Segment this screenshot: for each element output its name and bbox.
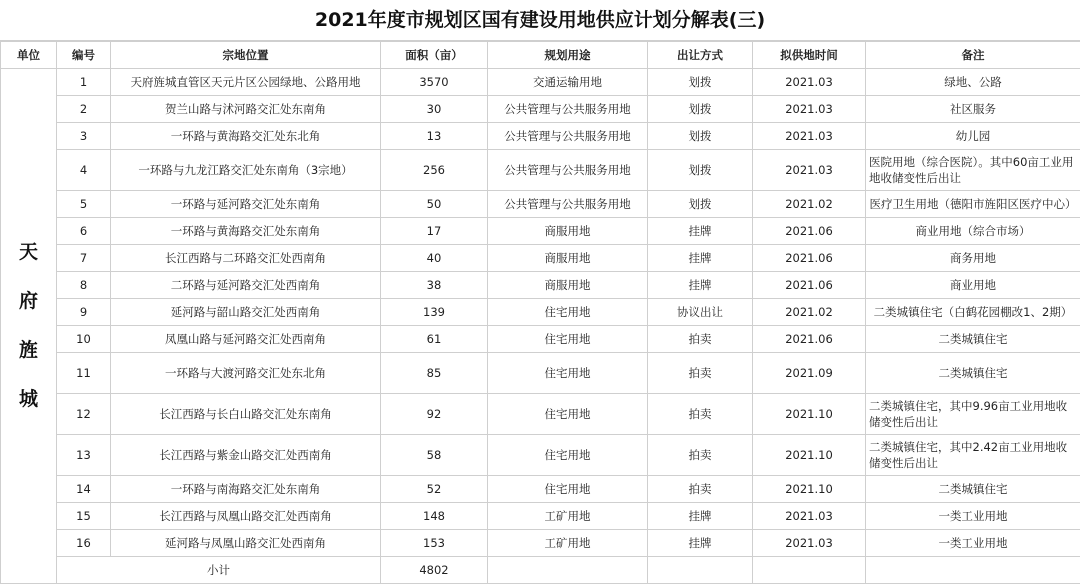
subtotal-row: [1, 557, 1080, 584]
cell-number: 5: [57, 191, 111, 218]
cell-use: 住宅用地: [488, 299, 648, 326]
cell-area: 52: [381, 476, 488, 503]
table-row: [1, 123, 1080, 150]
cell-time: 2021.06: [753, 218, 866, 245]
cell-area: 58: [381, 435, 488, 476]
cell-number: 15: [57, 503, 111, 530]
cell-note: 社区服务: [866, 96, 1080, 123]
cell-number: 4: [57, 150, 111, 191]
table-row: [1, 476, 1080, 503]
cell-method: 拍卖: [648, 476, 753, 503]
subtotal-area: 4802: [381, 557, 488, 584]
cell-number: 10: [57, 326, 111, 353]
table-row: [1, 530, 1080, 557]
table-row: [1, 96, 1080, 123]
cell-number: 14: [57, 476, 111, 503]
table-row: [1, 218, 1080, 245]
cell-area: 50: [381, 191, 488, 218]
cell-location: 一环路与九龙江路交汇处东南角（3宗地）: [111, 150, 381, 191]
cell-note: 绿地、公路: [866, 69, 1080, 96]
cell-number: 1: [57, 69, 111, 96]
cell-note: 二类城镇住宅，其中9.96亩工业用地收储变性后出让: [866, 394, 1080, 435]
unit-char: 天: [1, 228, 56, 277]
cell-number: 3: [57, 123, 111, 150]
cell-method: 挂牌: [648, 503, 753, 530]
cell-time: 2021.09: [753, 353, 866, 394]
cell-use: 住宅用地: [488, 394, 648, 435]
cell-area: 3570: [381, 69, 488, 96]
unit-char: 府: [1, 277, 56, 326]
cell-area: 61: [381, 326, 488, 353]
cell-method: 挂牌: [648, 218, 753, 245]
cell-note: 医院用地（综合医院）。其中60亩工业用地收储变性后出让: [866, 150, 1080, 191]
cell-location: 长江西路与紫金山路交汇处西南角: [111, 435, 381, 476]
cell-area: 85: [381, 353, 488, 394]
cell-area: 139: [381, 299, 488, 326]
cell-location: 延河路与韶山路交汇处西南角: [111, 299, 381, 326]
cell-method: 协议出让: [648, 299, 753, 326]
cell-number: 7: [57, 245, 111, 272]
header-method: 出让方式: [648, 42, 753, 69]
cell-use: 工矿用地: [488, 503, 648, 530]
cell-area: 148: [381, 503, 488, 530]
cell-method: 划拨: [648, 123, 753, 150]
cell-note: 一类工业用地: [866, 503, 1080, 530]
subtotal-empty: [648, 557, 753, 584]
cell-method: 拍卖: [648, 394, 753, 435]
cell-use: 公共管理与公共服务用地: [488, 123, 648, 150]
cell-time: 2021.06: [753, 245, 866, 272]
cell-method: 划拨: [648, 69, 753, 96]
cell-number: 2: [57, 96, 111, 123]
cell-note: 二类城镇住宅: [866, 476, 1080, 503]
cell-number: 16: [57, 530, 111, 557]
cell-location: 天府旌城直管区天元片区公园绿地、公路用地: [111, 69, 381, 96]
cell-area: 30: [381, 96, 488, 123]
unit-cell: [1, 69, 57, 584]
cell-method: 挂牌: [648, 272, 753, 299]
cell-note: 幼儿园: [866, 123, 1080, 150]
cell-location: 贺兰山路与沭河路交汇处东南角: [111, 96, 381, 123]
cell-time: 2021.06: [753, 272, 866, 299]
header-unit: 单位: [1, 42, 57, 69]
cell-use: 工矿用地: [488, 530, 648, 557]
cell-use: 商服用地: [488, 218, 648, 245]
unit-char: 旌: [1, 326, 56, 375]
cell-area: 92: [381, 394, 488, 435]
cell-location: 长江西路与凤凰山路交汇处西南角: [111, 503, 381, 530]
header-time: 拟供地时间: [753, 42, 866, 69]
cell-time: 2021.10: [753, 394, 866, 435]
cell-method: 拍卖: [648, 353, 753, 394]
cell-number: 6: [57, 218, 111, 245]
cell-time: 2021.10: [753, 476, 866, 503]
subtotal-empty: [753, 557, 866, 584]
table-row: [1, 191, 1080, 218]
cell-method: 挂牌: [648, 530, 753, 557]
table-row: [1, 272, 1080, 299]
table-row: [1, 245, 1080, 272]
cell-method: 划拨: [648, 150, 753, 191]
cell-location: 一环路与南海路交汇处东南角: [111, 476, 381, 503]
cell-time: 2021.03: [753, 123, 866, 150]
cell-use: 住宅用地: [488, 435, 648, 476]
cell-location: 延河路与凤凰山路交汇处西南角: [111, 530, 381, 557]
cell-time: 2021.02: [753, 191, 866, 218]
table-row: [1, 394, 1080, 435]
table-title: 2021年度市规划区国有建设用地供应计划分解表(三): [0, 0, 1080, 41]
cell-use: 商服用地: [488, 245, 648, 272]
cell-area: 153: [381, 530, 488, 557]
cell-location: 凤凰山路与延河路交汇处西南角: [111, 326, 381, 353]
cell-method: 拍卖: [648, 435, 753, 476]
cell-location: 二环路与延河路交汇处西南角: [111, 272, 381, 299]
cell-note: 医疗卫生用地（德阳市旌阳区医疗中心）: [866, 191, 1080, 218]
header-use: 规划用途: [488, 42, 648, 69]
cell-location: 一环路与黄海路交汇处东南角: [111, 218, 381, 245]
cell-note: 商务用地: [866, 245, 1080, 272]
table-row: [1, 150, 1080, 191]
cell-number: 13: [57, 435, 111, 476]
land-supply-table: [0, 41, 1080, 584]
subtotal-empty: [866, 557, 1080, 584]
cell-time: 2021.03: [753, 150, 866, 191]
cell-number: 11: [57, 353, 111, 394]
cell-use: 商服用地: [488, 272, 648, 299]
subtotal-empty: [488, 557, 648, 584]
cell-location: 长江西路与长白山路交汇处东南角: [111, 394, 381, 435]
cell-time: 2021.02: [753, 299, 866, 326]
cell-method: 拍卖: [648, 326, 753, 353]
cell-use: 住宅用地: [488, 326, 648, 353]
table-row: [1, 69, 1080, 96]
table-row: [1, 435, 1080, 476]
cell-use: 公共管理与公共服务用地: [488, 191, 648, 218]
cell-number: 12: [57, 394, 111, 435]
table-row: [1, 353, 1080, 394]
header-number: 编号: [57, 42, 111, 69]
cell-method: 划拨: [648, 191, 753, 218]
cell-area: 40: [381, 245, 488, 272]
cell-location: 长江西路与二环路交汇处西南角: [111, 245, 381, 272]
cell-location: 一环路与黄海路交汇处东北角: [111, 123, 381, 150]
cell-method: 划拨: [648, 96, 753, 123]
cell-note: 一类工业用地: [866, 530, 1080, 557]
cell-time: 2021.03: [753, 503, 866, 530]
cell-note: 商业用地（综合市场）: [866, 218, 1080, 245]
cell-note: 二类城镇住宅，其中2.42亩工业用地收储变性后出让: [866, 435, 1080, 476]
header-note: 备注: [866, 42, 1080, 69]
cell-use: 住宅用地: [488, 353, 648, 394]
cell-number: 9: [57, 299, 111, 326]
cell-note: 二类城镇住宅: [866, 326, 1080, 353]
table-row: [1, 299, 1080, 326]
cell-use: 住宅用地: [488, 476, 648, 503]
unit-char: 城: [1, 375, 56, 424]
cell-location: 一环路与延河路交汇处东南角: [111, 191, 381, 218]
cell-method: 挂牌: [648, 245, 753, 272]
cell-time: 2021.03: [753, 69, 866, 96]
cell-note: 二类城镇住宅: [866, 353, 1080, 394]
header-location: 宗地位置: [111, 42, 381, 69]
cell-number: 8: [57, 272, 111, 299]
cell-time: 2021.10: [753, 435, 866, 476]
cell-note: 二类城镇住宅（白鹤花园棚改1、2期）: [866, 299, 1080, 326]
cell-location: 一环路与大渡河路交汇处东北角: [111, 353, 381, 394]
cell-time: 2021.03: [753, 530, 866, 557]
cell-time: 2021.03: [753, 96, 866, 123]
cell-area: 256: [381, 150, 488, 191]
table-row: [1, 326, 1080, 353]
header-row: [1, 42, 1080, 69]
header-area: 面积（亩）: [381, 42, 488, 69]
cell-area: 38: [381, 272, 488, 299]
cell-use: 公共管理与公共服务用地: [488, 96, 648, 123]
cell-use: 交通运输用地: [488, 69, 648, 96]
table-row: [1, 503, 1080, 530]
cell-use: 公共管理与公共服务用地: [488, 150, 648, 191]
subtotal-label: 小计: [57, 557, 381, 584]
cell-time: 2021.06: [753, 326, 866, 353]
cell-area: 17: [381, 218, 488, 245]
cell-area: 13: [381, 123, 488, 150]
cell-note: 商业用地: [866, 272, 1080, 299]
